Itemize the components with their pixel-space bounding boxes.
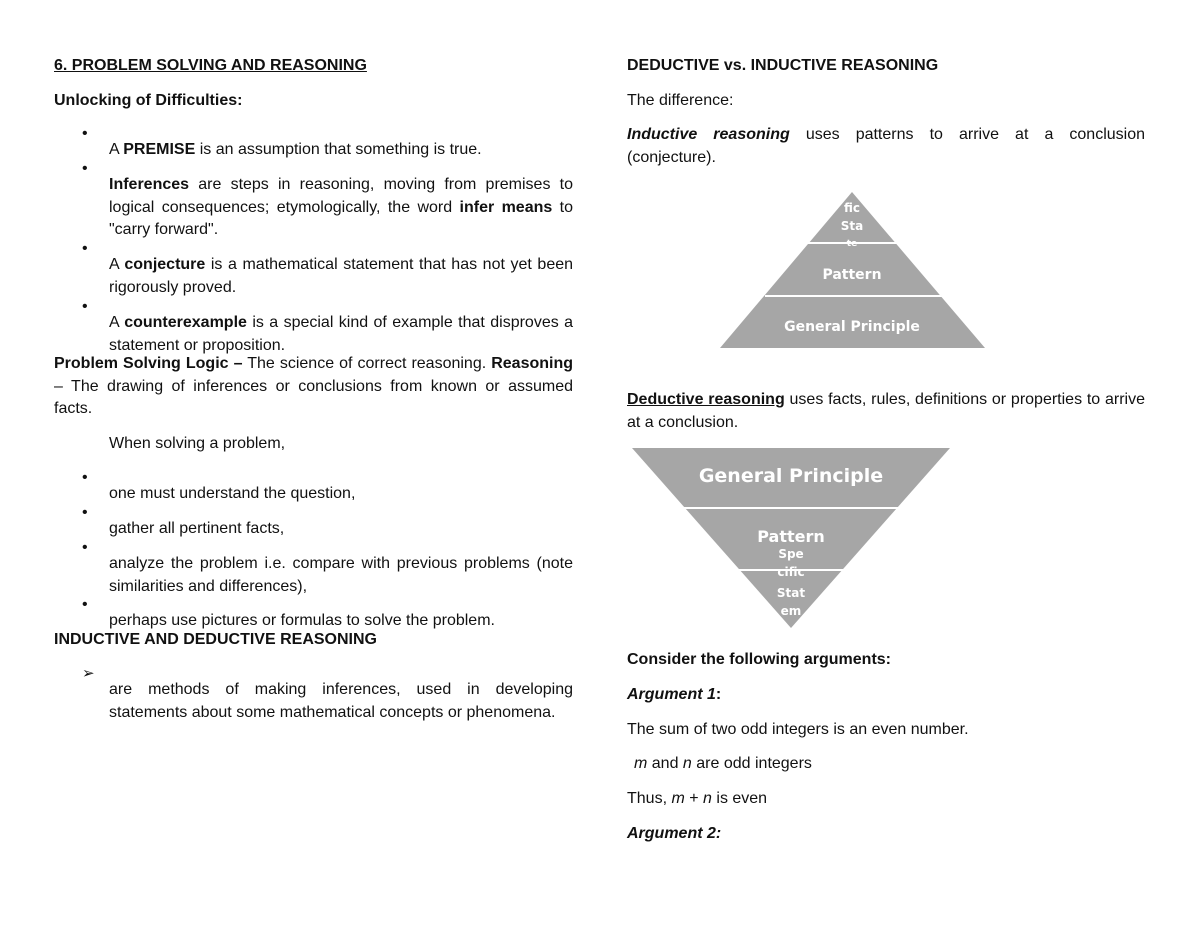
unlocking-title: Unlocking of Difficulties: [54,92,243,109]
pyramid-bottom-label: General Principle [784,319,920,335]
argument-1-conclusion: Thus, m + n is even [627,790,768,807]
bullet-dot: • [82,298,88,315]
deductive-definition: Deductive reasoning uses facts, rules, definitions or properties to arrive at a conclusion. [627,391,1146,431]
argument-1-premise-1: The sum of two odd integers is an even number. [627,721,969,738]
step-item: gather all pertinent facts, [109,520,285,537]
when-solving-text: When solving a problem, [109,435,286,452]
pyramid-bottom-label: Stat [776,586,806,600]
bullet-dot: • [82,160,88,177]
inductive-pyramid [715,188,990,353]
pyramid-bottom-label: cific [777,565,805,579]
bullet-dot: • [82,469,88,486]
bullet-dot: • [82,596,88,613]
bullet-dot: • [82,539,88,556]
pyramid-middle-label: Pattern [757,527,825,546]
bullet-dot: • [82,240,88,257]
pyramid-bottom-label: em [780,604,802,618]
argument-1-premise-2: m and n are odd integers [634,755,812,772]
comparison-heading: DEDUCTIVE vs. INDUCTIVE REASONING [627,57,939,74]
argument-2-label: Argument 2: [627,825,722,842]
deductive-pyramid [630,446,952,631]
methods-text: are methods of making inferences, used in developing statements about some mathematical concepts or phenomena. [109,681,573,721]
difference-label: The difference: [627,92,734,109]
step-item: one must understand the question, [109,485,356,502]
pyramid-bottom-label: Spe [778,547,804,561]
definition-counterexample: A counterexample is a special kind of example that disproves a statement or proposition. [109,314,574,354]
pyramid-top-label: General Principle [698,465,884,487]
inductive-deductive-heading: INDUCTIVE AND DEDUCTIVE REASONING [54,631,377,648]
pyramid-top-label: fic [843,201,861,215]
pyramid-middle-label: Pattern [822,267,882,283]
pyramid-top-label: Sta [840,219,864,233]
definition-inferences: Inferences are steps in reasoning, moving from premises to logical consequences; etymologically, the word infer means to "carry forward". [109,176,573,238]
definition-premise: A PREMISE is an assumption that something is true. [109,141,482,158]
arrow-bullet-icon: ➢ [82,665,95,682]
bullet-dot: • [82,125,88,142]
inductive-definition: Inductive reasoning uses patterns to arrive at a conclusion (conjecture). [627,126,1146,166]
bullet-dot: • [82,504,88,521]
pyramid-top-label: te [846,239,858,249]
consider-heading: Consider the following arguments: [627,651,892,668]
section-heading: 6. PROBLEM SOLVING AND REASONING [54,57,367,74]
definition-conjecture: A conjecture is a mathematical statement that has not yet been rigorously proved. [109,256,574,296]
argument-1-label: Argument 1: [627,686,722,703]
step-item: analyze the problem i.e. compare with previous problems (note similarities and differences), [109,555,573,595]
logic-paragraph: Problem Solving Logic – The science of correct reasoning. Reasoning – The drawing of inferences or conclusions from known or assumed facts. [54,355,574,417]
step-item: perhaps use pictures or formulas to solve the problem. [109,612,495,629]
